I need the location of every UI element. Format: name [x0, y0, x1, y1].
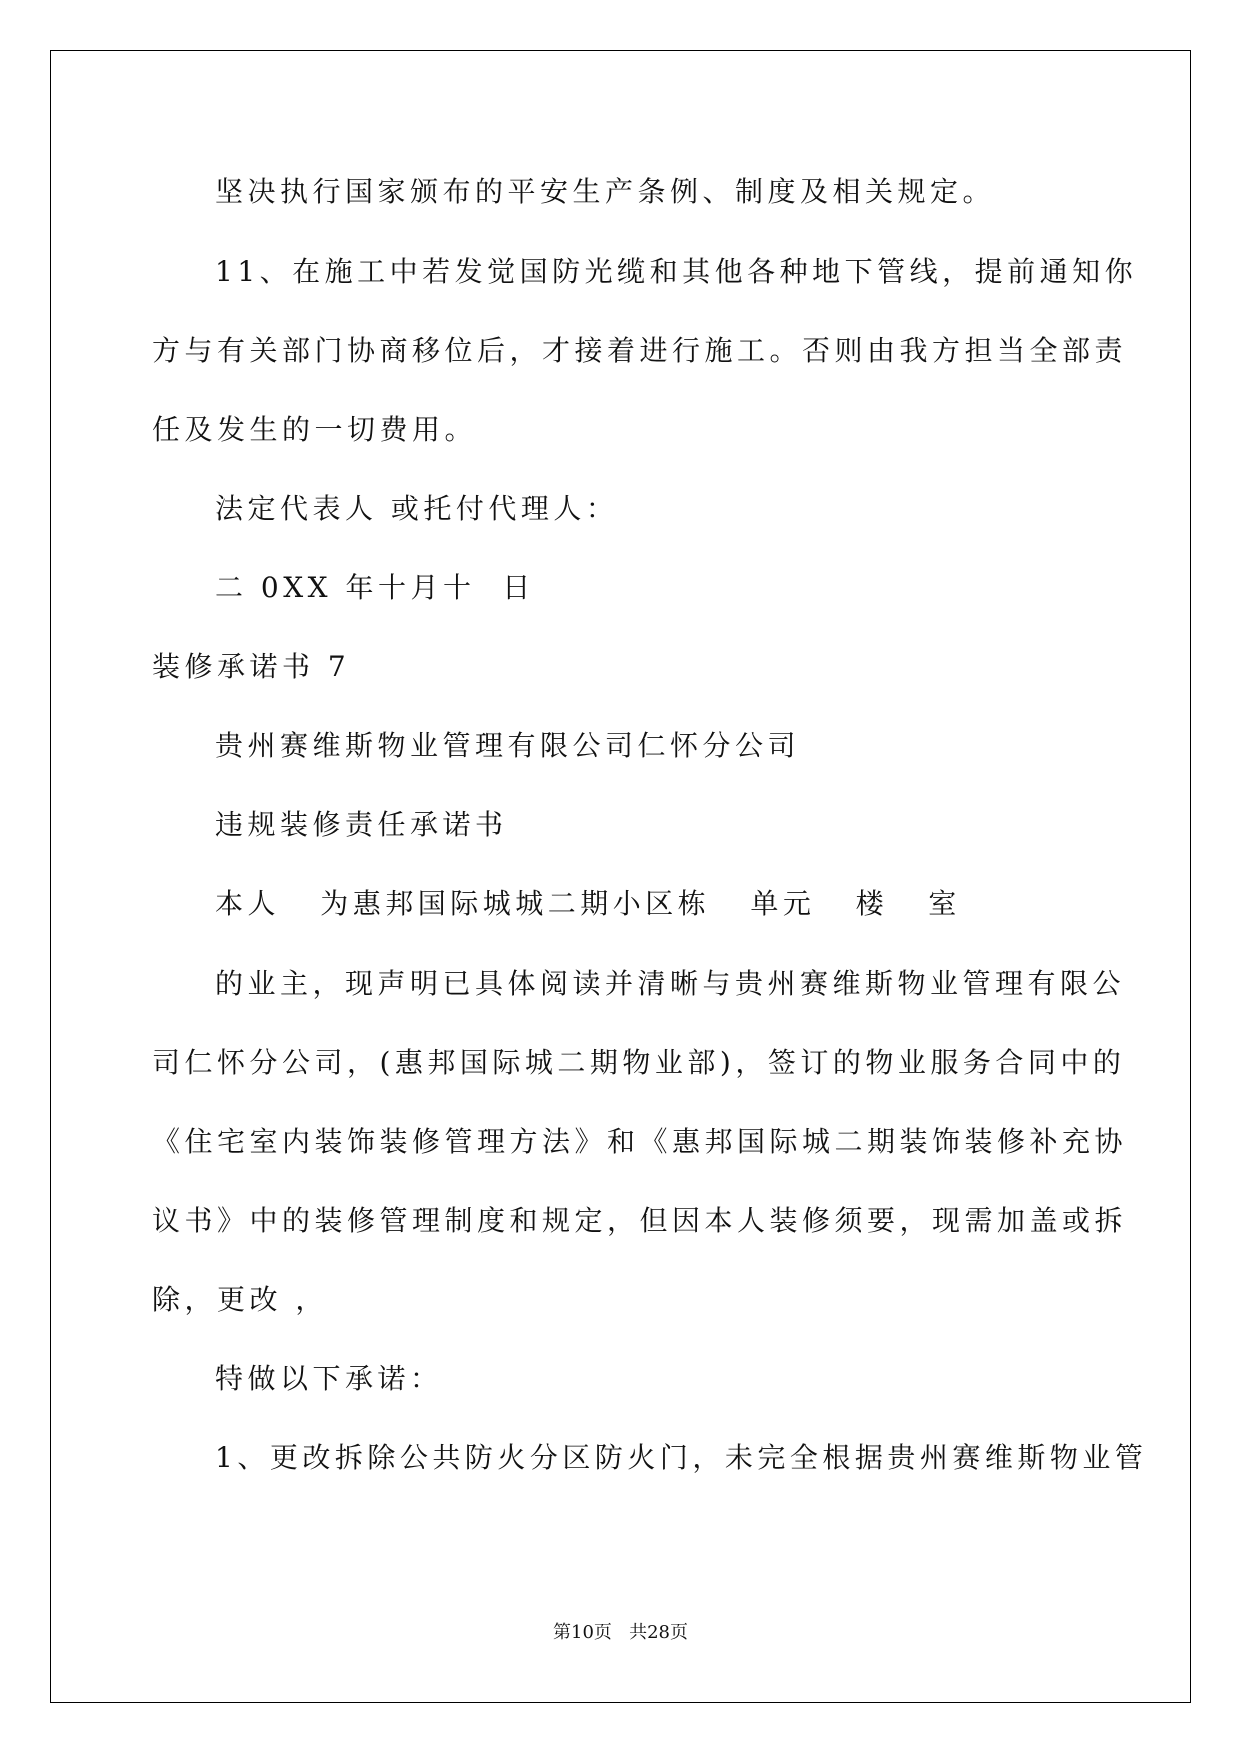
- body-line-11: 的业主，现声明已具体阅读并清晰与贵州赛维斯物业管理有限公: [215, 967, 1126, 1000]
- company-name-line: 贵州赛维斯物业管理有限公司仁怀分公司: [215, 729, 801, 762]
- body-line-16: 特做以下承诺：: [215, 1362, 443, 1395]
- body-line-13: 《住宅室内装饰装修管理方法》和《惠邦国际城二期装饰装修补充协: [152, 1125, 1128, 1158]
- section-heading: 装修承诺书 7: [152, 650, 351, 683]
- body-line-1: 坚决执行国家颁布的平安生产条例、制度及相关规定。: [215, 175, 996, 208]
- body-line-2: 11、在施工中若发觉国防光缆和其他各种地下管线，提前通知你: [215, 255, 1138, 288]
- body-line-12: 司仁怀分公司，(惠邦国际城二期物业部)，签订的物业服务合同中的: [152, 1046, 1126, 1079]
- signatory-line: 法定代表人 或托付代理人：: [215, 492, 619, 525]
- date-line: 二 0XX 年十月十 日: [215, 571, 535, 604]
- body-line-17: 1、更改拆除公共防火分区防火门，未完全根据贵州赛维斯物业管: [215, 1441, 1148, 1474]
- body-line-3: 方与有关部门协商移位后，才接着进行施工。否则由我方担当全部责: [152, 334, 1128, 367]
- body-line-4: 任及发生的一切费用。: [152, 413, 478, 446]
- document-title-line: 违规装修责任承诺书: [215, 808, 508, 841]
- page-number-footer: 第10页 共28页: [553, 1622, 688, 1643]
- body-line-10: 本人 为惠邦国际城城二期小区栋 单元 楼 室: [215, 887, 961, 920]
- body-line-15: 除，更改 ，: [152, 1283, 328, 1316]
- body-line-14: 议书》中的装修管理制度和规定，但因本人装修须要，现需加盖或拆: [152, 1204, 1128, 1237]
